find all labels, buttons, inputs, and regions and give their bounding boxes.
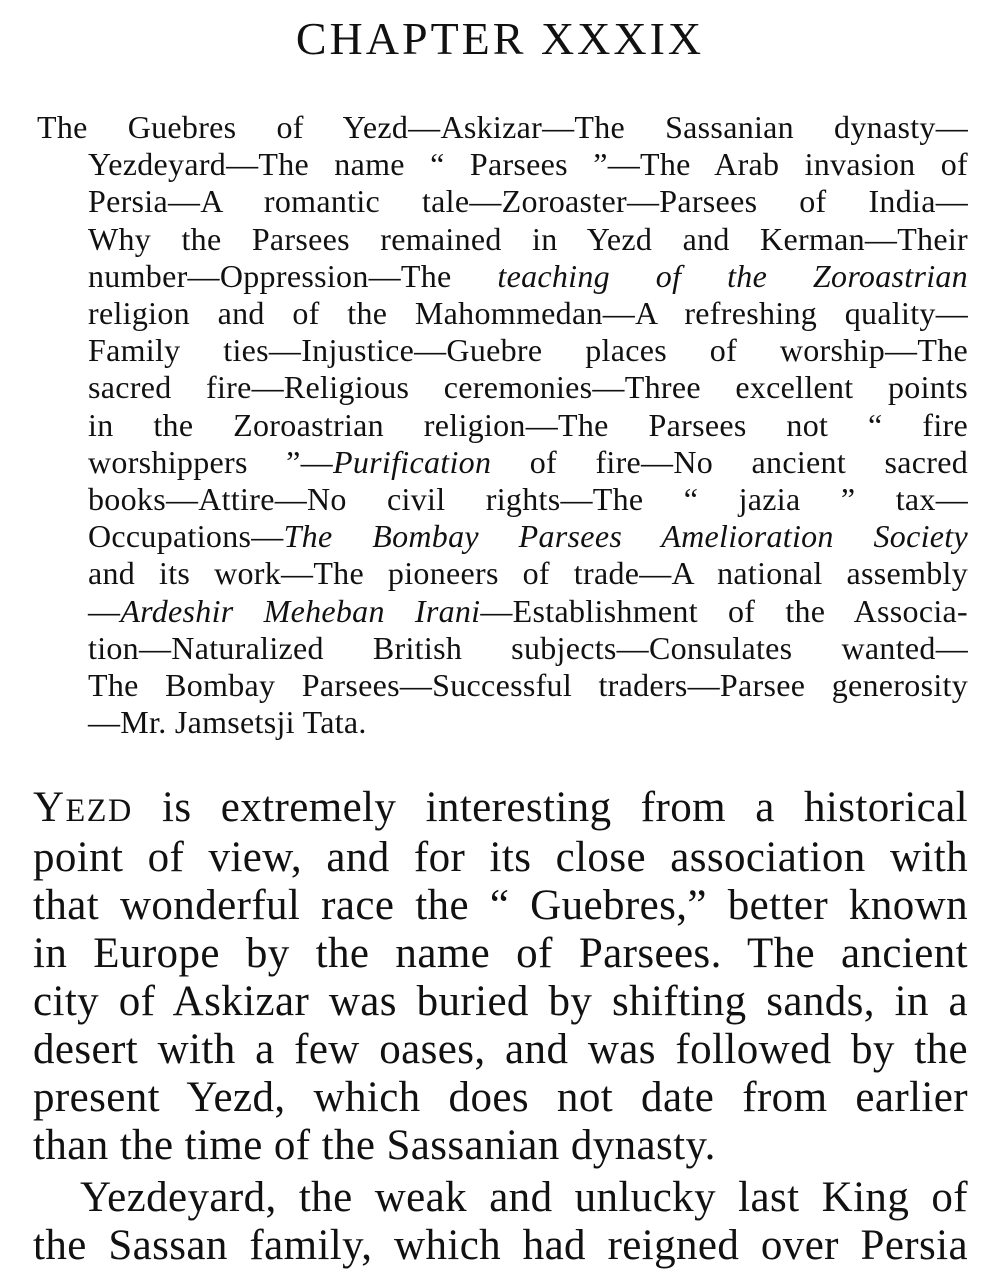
summary-text: worshippers ”— [88, 443, 333, 480]
summary-line [37, 444, 968, 481]
body-text: is extremely interesting from a historical [132, 784, 968, 831]
body-line [33, 1122, 968, 1170]
body-text: that wonderful race the “ Guebres,” better known [33, 882, 968, 929]
summary-text: books—Attire—No civil rights—The “ jazia ” tax— [88, 481, 968, 518]
summary-line [37, 146, 968, 183]
body-line [33, 1074, 968, 1122]
chapter-summary [37, 109, 968, 741]
summary-line [37, 667, 968, 704]
summary-text: —Mr. Jamsetsji Tata. [88, 704, 367, 741]
summary-line [37, 555, 968, 592]
summary-text: —Establishment of the Associa- [480, 592, 969, 629]
summary-text: Persia—A romantic tale—Zoroaster—Parsees of India— [88, 183, 968, 220]
summary-line [37, 704, 968, 741]
body-line [33, 930, 968, 978]
summary-text: Occupations— [88, 518, 284, 555]
summary-line [37, 183, 968, 220]
body-line [33, 1174, 968, 1222]
summary-text: religion and of the Mahommedan—A refreshing quality— [88, 295, 968, 332]
summary-italic-text: Ardeshir Meheban Irani [120, 592, 481, 629]
summary-text: The Guebres of Yezd—Askizar—The Sassanian dynasty— [37, 109, 968, 145]
summary-text: number—Oppression—The [88, 257, 498, 294]
summary-text: of fire—No ancient sacred [491, 443, 968, 480]
body-text: the Sassan family, which had reigned over Persia [33, 1222, 968, 1269]
summary-line [37, 518, 968, 555]
summary-line [37, 332, 968, 369]
summary-line [37, 221, 968, 258]
chapter-heading: CHAPTER XXXIX [295, 13, 705, 64]
body-line [33, 834, 968, 882]
summary-line [37, 481, 968, 518]
summary-line [37, 109, 968, 146]
summary-text: in the Zoroastrian religion—The Parsees not “ fire [88, 406, 968, 443]
body-text: point of view, and for its close association with [33, 834, 968, 881]
body-paragraph [33, 1174, 968, 1270]
body-text: Yezdeyard, the weak and unlucky last King of [80, 1174, 968, 1221]
body-line [33, 882, 968, 930]
body-text: present Yezd, which does not date from earlier [33, 1074, 968, 1121]
body-text: desert with a few oases, and was followed by the [33, 1026, 968, 1073]
body-line [33, 1222, 968, 1270]
body-line [33, 1026, 968, 1074]
summary-text: — [88, 592, 121, 629]
summary-line [37, 369, 968, 406]
summary-text: and its work—The pioneers of trade—A national assembly [88, 555, 968, 592]
body-text: than the time of the Sassanian dynasty. [33, 1122, 716, 1169]
summary-line [37, 630, 968, 667]
body-paragraph [33, 784, 968, 1170]
summary-text: Yezdeyard—The name “ Parsees ”—The Arab invasion of [88, 146, 968, 183]
summary-line [37, 407, 968, 444]
summary-line [37, 258, 968, 295]
summary-text: The Bombay Parsees—Successful traders—Parsee generosity [88, 667, 968, 704]
summary-line [37, 295, 968, 332]
small-caps-lead: YEZD [33, 784, 133, 831]
chapter-body [33, 784, 968, 1270]
body-text: in Europe by the name of Parsees. The ancient [33, 930, 968, 977]
summary-italic-text: Purification [333, 443, 492, 480]
summary-text: tion—Naturalized British subjects—Consulates wanted— [88, 629, 968, 666]
summary-italic-text: teaching of the Zoroastrian [497, 257, 968, 294]
body-line [33, 784, 968, 834]
summary-text: sacred fire—Religious ceremonies—Three excellent points [88, 369, 968, 406]
summary-italic-text: The Bombay Parsees Amelioration Society [283, 518, 968, 555]
summary-line [37, 593, 968, 630]
body-text: city of Askizar was buried by shifting sands, in a [33, 978, 968, 1025]
summary-text: Family ties—Injustice—Guebre places of worship—The [88, 332, 968, 369]
body-line [33, 978, 968, 1026]
summary-text: Why the Parsees remained in Yezd and Kerman—Their [88, 220, 968, 257]
